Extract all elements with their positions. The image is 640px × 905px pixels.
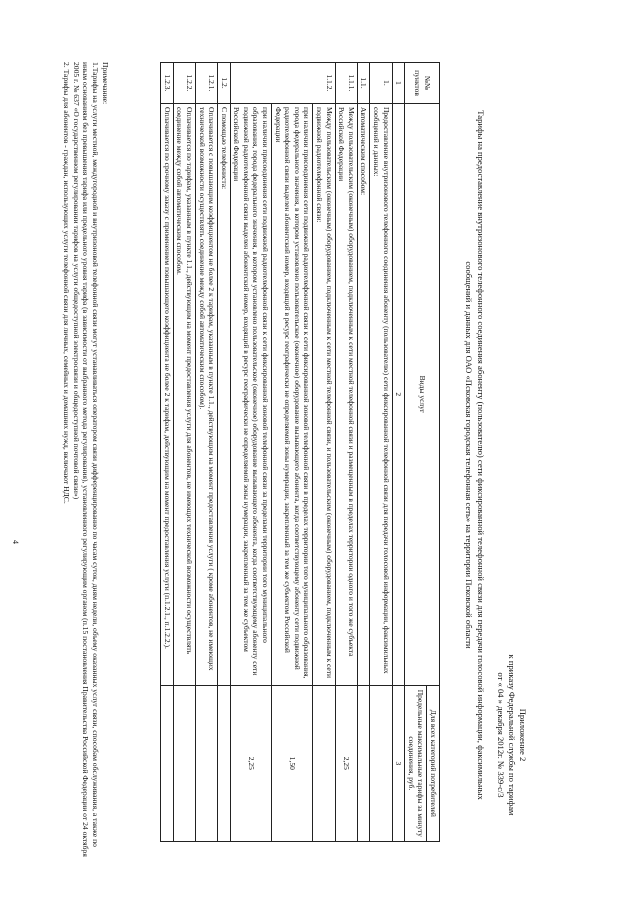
header-max-tariff: Предельные максимальные тарифы за минуту соединения, руб. — [405, 685, 427, 841]
table-row — [335, 63, 357, 842]
column-number-3: 3 — [392, 685, 405, 841]
row-number: 1.2. — [218, 63, 231, 104]
table-row — [173, 63, 195, 842]
note-2: 2. Тарифы для абонентов - граждан, использующих услуги телефонной связи для личных, семейных и домашних нужд, включают НДС. — [61, 62, 71, 504]
row-service: С помощью телефониста: — [218, 103, 231, 685]
row-price: 2,25 — [230, 685, 271, 841]
title-line-2: сообщений и данных для ОАО «Псковская городская телефонная сеть» на территории Псковской области — [464, 261, 475, 649]
row-price — [218, 685, 231, 841]
row-price: 1,50 — [272, 685, 313, 841]
row-service: Оплачивается по тарифам, указанным в пункте 1.1., действующим на момент предоставления услуги для абонентов, не имеющих технической возможности осуществлять соединение между собой автоматическим способом. — [173, 103, 195, 685]
row-price — [161, 685, 174, 841]
notes-heading: Примечание: — [101, 62, 110, 105]
row-service: Оплачивается с повышающим коэффициентом не более 2 к тарифам, указанным в пункте 1.1., действующим на момент предоставления услуги ( кроме абонентов, не имеющих технической возможности осуществлять соединение между собой автоматическим способом). — [195, 103, 217, 685]
notes-section — [61, 62, 110, 862]
table-row — [357, 63, 370, 842]
table-row — [313, 63, 335, 842]
order-date: от « 04 » декабря 2012г. № 339-с/3 — [496, 672, 506, 798]
header-item-number: №№ пунктов — [405, 63, 440, 104]
document-title — [463, 60, 486, 850]
table-row — [218, 63, 231, 842]
table-row — [272, 63, 313, 842]
row-number: 1.1.1. — [335, 63, 357, 104]
row-price — [195, 685, 217, 841]
title-line-1: Тарифы на предоставление внутризонового телефонного соединения абоненту (пользователю) сети фиксированной телефонной связи для передачи голосовой информации, факсимильных — [476, 110, 486, 800]
row-service: Предоставление внутризонового телефонного соединения абоненту (пользователю) сети фиксированной телефонной связи для передачи голосовой информации, факсимильных сообщений и данных: — [370, 103, 392, 685]
row-service: Между пользовательским (оконечным) оборудованием, подключенным к сети местной телефонной связи, и пользовательским (оконечным) оборудованием, подключенным к сети подвижной радиотелефонной связи: — [313, 103, 335, 685]
note-1: 1.Тарифы на услуги местной, междугородной и внутризоновой телефонной связи могут устанавливаться оператором связи дифференцированно по часам суток, дням недели, объему оказанных услуг связи, способам обслуживания, а также по иным основаниям без превышения тарифа или предельного уровня тарифа (в зависимости от выбранного метода регулирования), установленного регулирующим органом (п.15 постановления Правительства Российской Федерации от 24 октября 2005 г. № 637 «О государственном регулировании тарифов на услуги общедоступной электросвязи и общедоступной почтовой связи») — [71, 62, 101, 857]
header-service-type: Виды услуг — [405, 103, 440, 685]
appendix-header — [495, 605, 528, 865]
row-price — [173, 685, 195, 841]
table-row — [195, 63, 217, 842]
tariff-table — [160, 62, 440, 842]
row-price — [357, 685, 370, 841]
row-number: 1.1.2. — [230, 63, 335, 104]
table-row — [370, 63, 392, 842]
row-number: 1.2.3. — [161, 63, 174, 104]
row-number: 1.2.2. — [173, 63, 195, 104]
row-service: при наличии присоединения сети подвижной радиотелефонной связи к сети фиксированной зоновой телефонной связи за пределами территории того муниципального образования, города федерального значения, в котором установлено пользовательское (оконечное) оборудование вызывающего абонента, когда соответствующему абоненту сети подвижной радиотелефонной связи выделен абонентский номер, входящий в ресурс географически не определяемой зоны нумерации, закрепленный за тем же субъектом Российской Федерации — [230, 103, 271, 685]
row-number: 1.2.1. — [195, 63, 217, 104]
row-price: 2,25 — [335, 685, 357, 841]
row-price — [313, 685, 335, 841]
row-service: Автоматическим способом: — [357, 103, 370, 685]
row-service: при наличии присоединения сети подвижной радиотелефонной связи к сети фиксированной зоновой телефонной связи в пределах территории того муниципального образования, города федерального значения, в котором установлено пользовательское (оконечное) оборудование вызывающего абонента, когда соответствующему абоненту сети подвижной радиотелефонной связи выделен абонентский номер, входящий в ресурс географически не определяемой зоны нумерации, закрепленный за тем же субъектом Российской Федерации — [272, 103, 313, 685]
column-number-1: 1 — [392, 63, 405, 104]
page-number: 4 — [11, 540, 20, 544]
row-service: Оплачивается по срочному заказу с применением повышающего коэффициента не более 2 к тарифам, действующим на момент предоставления услуги (п.1.2.1., п.1.2.2.). — [161, 103, 174, 685]
header-consumer-group: Для всех категорий потребителей — [427, 685, 440, 841]
row-number: 1.1. — [357, 63, 370, 104]
appendix-label: Приложение 2 — [518, 708, 528, 762]
table-row — [161, 63, 174, 842]
row-number: 1. — [370, 63, 392, 104]
order-reference: к приказу Федеральной службы по тарифам — [507, 654, 517, 816]
row-price — [370, 685, 392, 841]
column-number-2: 2 — [392, 103, 405, 685]
row-service: Между пользовательским (оконечным) оборудованием, подключенным к сети местной телефонной связи и размещенным в пределах территории одного и того же субъекта Российской Федерации — [335, 103, 357, 685]
table-row — [230, 63, 271, 842]
